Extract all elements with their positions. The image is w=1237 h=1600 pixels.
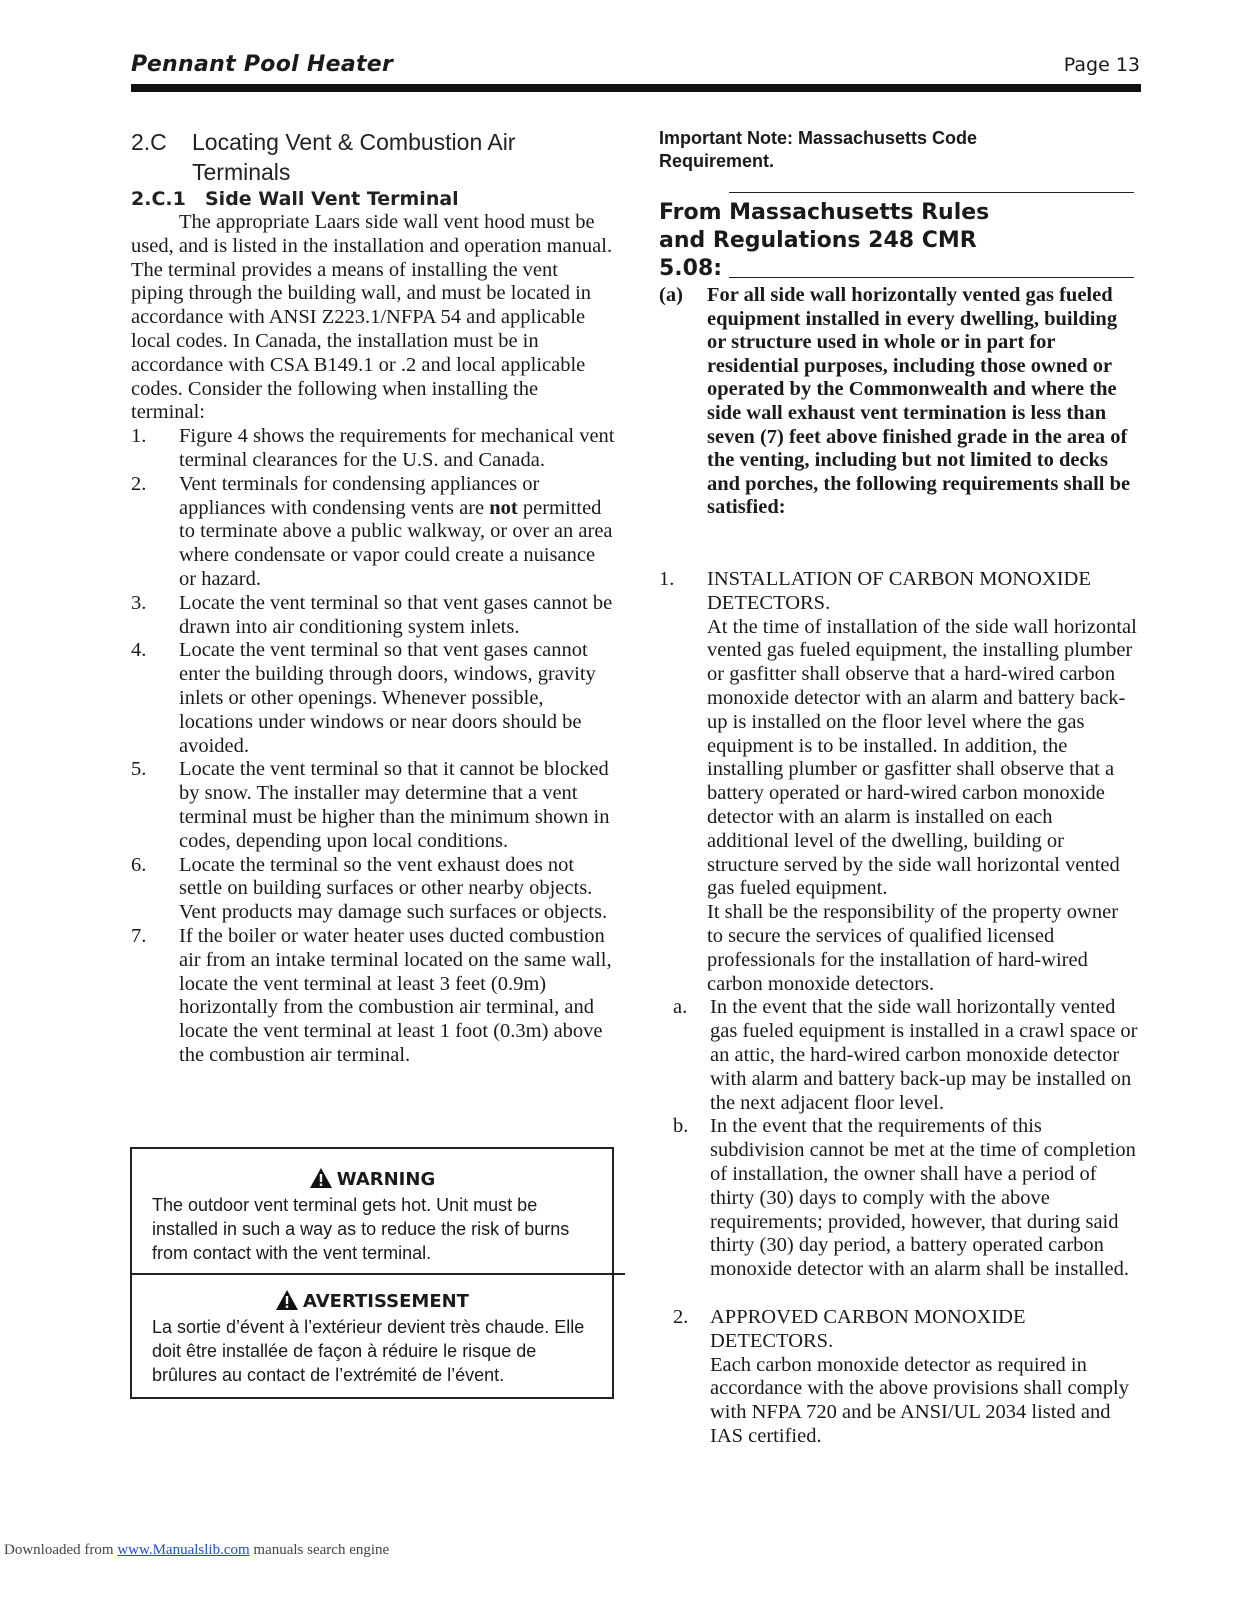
warning-triangle-icon	[275, 1289, 299, 1311]
list-item: 4. Locate the vent terminal so that vent gases cannot enter the building through doors, windows, gravity inlets or other openings. Whenever possible, locations under windows or near doors should be avoided.	[131, 639, 596, 757]
important-note: Important Note: Massachusetts Code Requirement.	[659, 128, 978, 171]
avertissement-title: AVERTISSEMENT	[132, 1289, 612, 1312]
section-1: 1. INSTALLATION OF CARBON MONOXIDE DETECTORS. At the time of installation of the side wall horizontal vented gas fueled equipment, the installing plumber or gasfitter shall observe that a hard-wired carbon monoxide detector with an alarm and battery back-up is installed on the floor level where the gas equipment is to be installed. In addition, the installing plumber or gasfitter shall observe that a battery operated or hard-wired carbon monoxide detector with an alarm is installed on each additional level of the dwelling, building or structure served by the side wall horizontal vented gas fueled equipment. It shall be the responsibility of the property owner to secure the services of qualified licensed professionals for the installation of hard-wired carbon monoxide detectors.	[659, 568, 1137, 995]
list-item: 3. Locate the vent terminal so that vent gases cannot be drawn into air conditioning system inlets.	[131, 591, 613, 638]
manualslib-link[interactable]: www.Manualslib.com	[117, 1542, 250, 1558]
list-item: 7. If the boiler or water heater uses ducted combustion air from an intake terminal located on the same wall, locate the vent terminal at least 3 feet (0.9m) horizontally from the combustion air terminal, and locate the vent terminal at least 1 foot (0.3m) above the combustion air terminal.	[131, 924, 612, 1066]
warning-divider	[130, 1273, 625, 1275]
intro-paragraph: The appropriate Laars side wall vent hood must be used, and is listed in the installation and operation manual. The terminal provides a means of installing the vent piping through the building wall, and must be located in accordance with ANSI Z223.1/NFPA 54 and applicable local codes. In Canada, the installation must be in accordance with CSA B149.1 or .2 and local applicable codes. Consider the following when installing the terminal:	[131, 211, 613, 424]
section-1-p1: At the time of installation of the side wall horizontal vented gas fueled equipment, the installing plumber or gasfitter shall observe that a hard-wired carbon monoxide detector with an alarm and battery back-up is installed on the floor level where the gas equipment is to be installed. In addition, the installing plumber or gasfitter shall observe that a battery operated or hard-wired carbon monoxide detector with an alarm is installed on each additional level of the dwelling, building or structure served by the side wall horizontal vented gas fueled equipment.	[707, 615, 1137, 900]
subsection-heading	[131, 187, 615, 211]
rule-top	[729, 192, 1134, 193]
header-rule	[131, 84, 1141, 92]
right-column	[659, 127, 1139, 173]
terminal-requirements-list	[131, 425, 615, 1068]
warning-box	[130, 1147, 614, 1399]
list-item: 6. Locate the terminal so the vent exhaust does not settle on building surfaces or other nearby objects. Vent products may damage such surfaces or objects.	[131, 853, 608, 924]
co-detector-sections	[659, 568, 1139, 1449]
left-column	[131, 127, 615, 1068]
rule-bottom	[729, 277, 1134, 278]
emphasis-not: not	[489, 496, 518, 519]
section-1-p2: It shall be the responsibility of the property owner to secure the services of qualified licensed professionals for the installation of hard-wired carbon monoxide detectors.	[707, 901, 1119, 995]
section-2: 2. APPROVED CARBON MONOXIDE DETECTORS. Each carbon monoxide detector as required in accordance with the above provisions shall comply with NFPA 720 and be ANSI/UL 2034 listed and IAS certified.	[673, 1305, 1129, 1447]
download-footer: Downloaded from www.Manualslib.com manuals search engine	[4, 1542, 390, 1558]
subsection-title: Side Wall Vent Terminal	[205, 188, 459, 210]
section-number: 2.C	[131, 129, 167, 155]
section-heading	[131, 127, 615, 187]
list-item: 2. Vent terminals for condensing appliances or appliances with condensing vents are not permitted to terminate above a public walkway, or over an area where condensate or vapor could create a nuisance or hazard.	[131, 472, 613, 590]
warning-text-en: The outdoor vent terminal gets hot. Unit must be installed in such a way as to reduce the risk of burns from contact with the vent terminal.	[152, 1195, 570, 1263]
list-item: 5. Locate the vent terminal so that it cannot be blocked by snow. The installer may determine that a vent terminal must be higher than the minimum shown in codes, depending upon local conditions.	[131, 758, 610, 852]
section-1b: b. In the event that the requirements of this subdivision cannot be met at the time of completion of installation, the owner shall have a period of thirty (30) days to comply with the above requirements; provided, however, that during said thirty (30) day period, a battery operated carbon monoxide detector with an alarm shall be installed.	[673, 1115, 1136, 1281]
massachusetts-title: From Massachusetts Rules and Regulations 248 CMR 5.08:	[659, 200, 990, 281]
section-1a: a. In the event that the side wall horizontally vented gas fueled equipment is installed in a crawl space or an attic, the hard-wired carbon monoxide detector with alarm and battery back-up may be installed on the next adjacent floor level.	[673, 996, 1138, 1114]
section-2-p: Each carbon monoxide detector as required in accordance with the above provisions shall comply with NFPA 720 and be ANSI/UL 2034 listed and IAS certified.	[710, 1353, 1129, 1447]
list-item: 1. Figure 4 shows the requirements for mechanical vent terminal clearances for the U.S. and Canada.	[131, 425, 615, 471]
warning-title: WARNING	[132, 1167, 612, 1190]
subsection-number: 2.C.1	[131, 188, 186, 210]
section-2-title: APPROVED CARBON MONOXIDE DETECTORS.	[710, 1305, 1026, 1352]
warning-triangle-icon	[309, 1167, 333, 1189]
section-1-title: INSTALLATION OF CARBON MONOXIDE DETECTORS.	[707, 568, 1091, 614]
paragraph-a: (a) For all side wall horizontally vented gas fueled equipment installed in every dwelling, building or structure used in whole or in part for residential purposes, including those owned or operated by the Commonwealth and where the side wall exhaust vent termination is less than seven (7) feet above finished grade in the area of the venting, including but not limited to decks and porches, the following requirements shall be satisfied:	[659, 284, 1131, 519]
page-header-title: Pennant Pool Heater	[131, 52, 394, 77]
section-title: Locating Vent & Combustion Air Terminals	[192, 129, 516, 185]
page-number: Page 13	[1063, 54, 1140, 76]
warning-text-fr: La sortie d’évent à l’extérieur devient très chaude. Elle doit être installée de façon à réduire le risque de brûlures au contact de l’extrémité de l’évent.	[152, 1317, 585, 1385]
